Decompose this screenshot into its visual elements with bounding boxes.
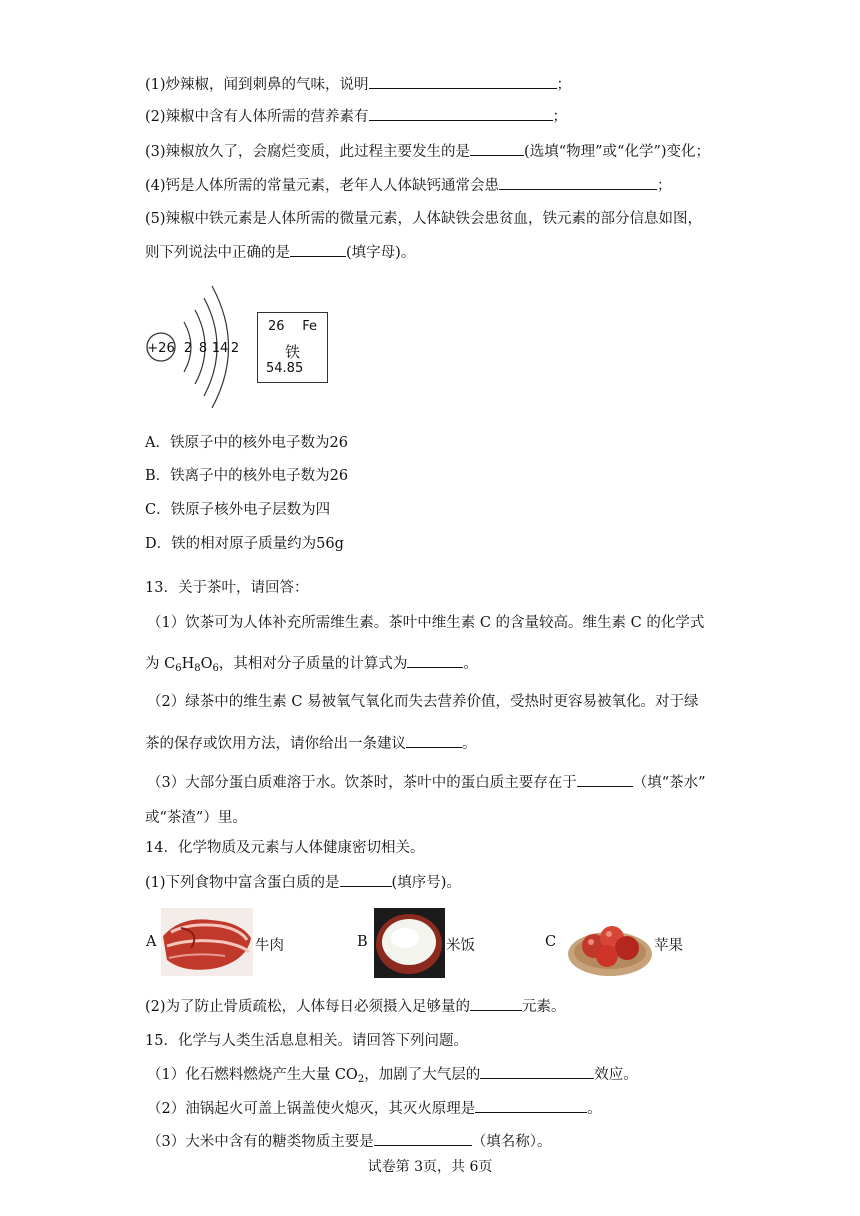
- food-option-c-name: 苹果: [654, 938, 683, 954]
- q12-part5-line2: 则下列说法中正确的是 (填字母)。: [145, 242, 415, 263]
- q14-part2: (2)为了防止骨质疏松，人体每日必须摄入足够量的 元素。: [145, 996, 566, 1017]
- answer-blank[interactable]: [470, 141, 524, 156]
- nucleus-charge: +26: [147, 341, 175, 356]
- answer-blank[interactable]: [470, 996, 522, 1011]
- q15-title: 15．化学与人类生活息息相关。请回答下列问题。: [145, 1033, 468, 1049]
- food-option-c-letter[interactable]: C: [545, 934, 557, 950]
- q13-part2-line1: （2）绿茶中的维生素 C 易被氧气氧化而失去营养价值，受热时更容易被氧化。对于绿: [147, 694, 699, 710]
- q13-part1-line1: （1）饮茶可为人体补充所需维生素。茶叶中维生素 C 的含量较高。维生素 C 的化学式: [147, 615, 705, 631]
- q13-title: 13．关于茶叶，请回答：: [145, 580, 309, 596]
- answer-blank[interactable]: [290, 242, 346, 257]
- answer-blank[interactable]: [475, 1098, 587, 1113]
- atomic-number: 26: [268, 319, 285, 334]
- q13-part1-line2: 为 $C_6H_8O_6$，其相对分子质量的计算式为 。: [145, 653, 478, 674]
- answer-blank[interactable]: [577, 772, 633, 787]
- element-name: 铁: [284, 343, 300, 361]
- food-option-a-letter[interactable]: A: [146, 934, 157, 950]
- option-c[interactable]: C．铁原子核外电子层数为四: [145, 502, 331, 518]
- q12-part2: (2)辣椒中含有人体所需的营养素有 ；: [145, 106, 567, 127]
- q12-part4: (4)钙是人体所需的常量元素，老年人人体缺钙通常会患 ；: [145, 175, 672, 196]
- q12-part1: (1)炒辣椒，闻到刺鼻的气味，说明 ；: [145, 74, 571, 95]
- answer-blank[interactable]: [407, 653, 463, 668]
- option-d[interactable]: D．铁的相对原子质量约为56g: [145, 536, 344, 552]
- q14-title: 14．化学物质及元素与人体健康密切相关。: [145, 840, 425, 856]
- option-b[interactable]: B．铁离子中的核外电子数为26: [145, 468, 349, 484]
- q12-part5-line1: (5)辣椒中铁元素是人体所需的微量元素，人体缺铁会患贫血，铁元素的部分信息如图，: [145, 211, 703, 227]
- q15-part2: （2）油锅起火可盖上锅盖使火熄灭，其灭火原理是 。: [147, 1098, 602, 1119]
- q13-part3-line2: 或“茶渣”）里。: [145, 810, 247, 826]
- periodic-table-cell-fe: [257, 312, 328, 383]
- element-symbol: Fe: [302, 319, 317, 334]
- answer-blank[interactable]: [499, 175, 657, 190]
- food-option-b-name: 米饭: [446, 938, 475, 954]
- shell-electron-count: 14: [211, 341, 229, 356]
- rice-bowl-image: [374, 908, 445, 978]
- q15-part3: （3）大米中含有的糖类物质主要是 （填名称）。: [147, 1131, 551, 1152]
- answer-blank[interactable]: [374, 1131, 472, 1146]
- answer-blank[interactable]: [369, 74, 557, 89]
- q15-part1: （1）化石燃料燃烧产生大量 $CO_2$，加剧了大气层的 效应。: [147, 1064, 638, 1085]
- atomic-mass: 54.85: [266, 361, 304, 376]
- option-a[interactable]: A．铁原子中的核外电子数为26: [145, 435, 348, 451]
- answer-blank[interactable]: [480, 1064, 594, 1079]
- shell-electron-count: 8: [198, 341, 208, 356]
- food-option-b-letter[interactable]: B: [357, 934, 368, 950]
- shell-electron-count: 2: [230, 341, 240, 356]
- shell-electron-count: 2: [183, 341, 193, 356]
- answer-blank[interactable]: [406, 733, 462, 748]
- iron-atom-structure-diagram: [140, 280, 250, 410]
- page-footer: 试卷第 3页，共 6页: [367, 1159, 493, 1175]
- answer-blank[interactable]: [340, 872, 392, 887]
- beef-image: [161, 908, 253, 976]
- apples-image: [567, 908, 654, 978]
- q14-part1: (1)下列食物中富含蛋白质的是 (填序号)。: [145, 872, 461, 893]
- food-option-a-name: 牛肉: [255, 938, 284, 954]
- q13-part2-line2: 茶的保存或饮用方法，请你给出一条建议 。: [145, 733, 477, 754]
- answer-blank[interactable]: [369, 106, 553, 121]
- q13-part3-line1: （3）大部分蛋白质难溶于水。饮茶时，茶叶中的蛋白质主要存在于 （填“茶水”: [147, 772, 706, 793]
- q12-part3: (3)辣椒放久了，会腐烂变质，此过程主要发生的是 (选填“物理”或“化学”)变化；: [145, 141, 710, 162]
